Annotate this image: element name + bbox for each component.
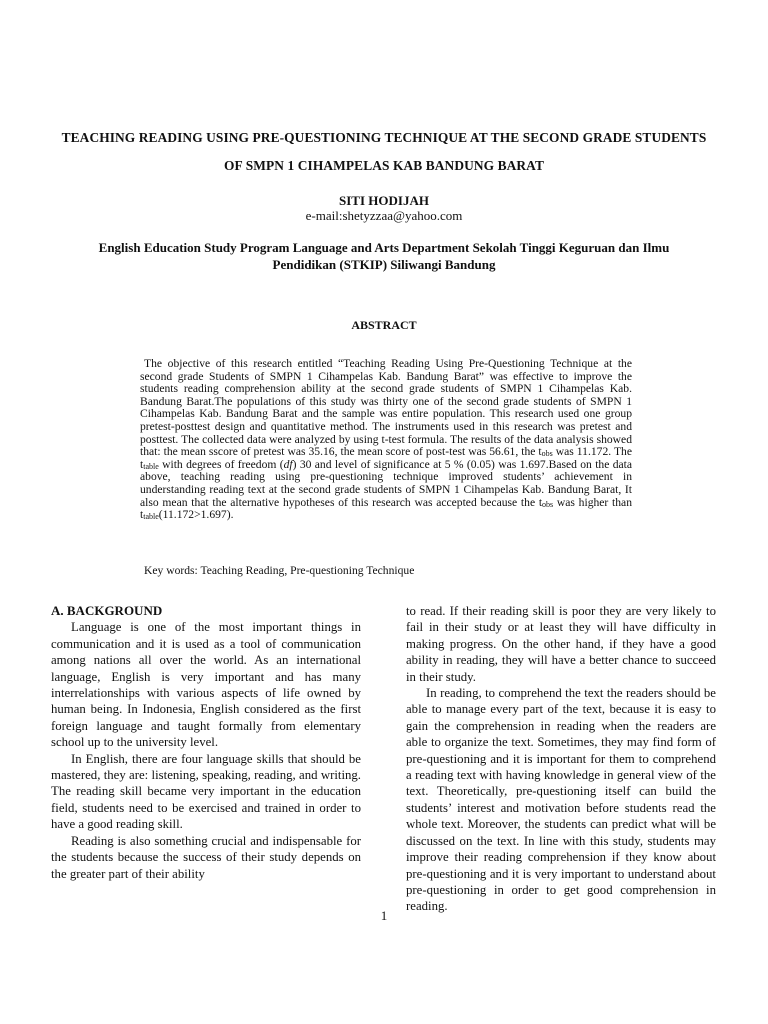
abstract-body xyxy=(140,358,632,522)
abstract-heading: ABSTRACT xyxy=(351,318,417,332)
subscript-table-2: table xyxy=(143,512,159,522)
paragraph: In English, there are four language skills that should be mastered, they are: listening, speaking, reading, and writing. The reading skill became very important in the education field, students need to be exercised and trained in order to have a good reading skill. xyxy=(51,751,361,832)
abstract-text-2: was 11.172. The t xyxy=(140,445,632,471)
abstract-df: df xyxy=(283,457,293,471)
paragraph: Reading is also something crucial and indispensable for the students because the success of their study depends on the greater part of their ability xyxy=(51,833,361,881)
paragraph: In reading, to comprehend the text the readers should be able to manage every part of the text, because it is easy to gain the comprehension in reading when the readers are able to organize the text. Sometimes, they may find form of pre-questioning and it is important for them to comprehend a reading text with having knowledge in general view of the text. Theoretically, pre-questioning itself can build the students’ interest and motivation before students read the whole text. Moreover, the students can predict what will be discussed on the text. In line with this study, students may improve their reading comprehension if they know about pre-questioning and it is very important to understand about pre-questioning in order to get good comprehension in reading. xyxy=(406,686,716,914)
paragraph: to read. If their reading skill is poor they are very likely to fail in their study or at least they will have difficulty in making progress. On the other hand, if they have a good ability in reading, they will have a better chance to succeed in their study. xyxy=(406,604,716,684)
author-email: e-mail:shetyzzaa@yahoo.com xyxy=(305,208,463,223)
subscript-obs-2: obs xyxy=(542,499,554,509)
left-column xyxy=(51,603,361,882)
abstract-text-6: (11.172>1.697). xyxy=(158,508,234,522)
keywords: Key words: Teaching Reading, Pre-questioning Technique xyxy=(144,564,415,577)
paragraph: Language is one of the most important things in communication and it is used as a tool of communication among nations all over the world. As an international language, English is very important and has many interrelationships with various aspects of life owned by human being. In Indonesia, English considered as the first foreign language and taught formally from elementary school up to the university level. xyxy=(51,620,361,750)
author-name: SITI HODIJAH xyxy=(339,193,429,208)
abstract-text-3: with degrees of freedom ( xyxy=(158,457,284,471)
page-number: 1 xyxy=(380,908,388,923)
abstract-text-1: The objective of this research entitled “Teaching Reading Using Pre-Questioning Technique at the second grade Students of SMPN 1 Cihampelas Kab. Bandung Barat” was effective to improve the students reading comprehension ability at the second grade students of SMPN 1 Cihampelas Kab. Bandung Barat.The populations of this study was thirty one of the second grade students of SMPN 1 Cihampelas Kab. Bandung Barat and the sample was entire population. This research used one group pretest-posttest design and quantitative method. The instruments used in this research was pretest and posttest. The collected data were analyzed by using t-test formula. The results of the data analysis showed that: the mean sscore of pretest was 35.16, the mean score of post-test was 56.61, the t xyxy=(140,357,632,459)
subscript-table: table xyxy=(143,461,159,471)
section-heading-background: A. BACKGROUND xyxy=(51,603,163,618)
abstract-text-5: was higher than t xyxy=(140,495,632,522)
abstract-text-4: ) 30 and level of significance at 5 % (0.05) was 1.697.Based on the data above, teaching reading using pre-questioning technique improved students’ achievement in understanding reading text at the second grade students of SMPN 1 Cihampelas Kab. Bandung Barat, It also mean that the alternative hypotheses of this research was accepted because the t xyxy=(140,457,632,509)
paper-title: TEACHING READING USING PRE-QUESTIONING TECHNIQUE AT THE SECOND GRADE STUDENTS OF SMPN 1 CIHAMPELAS KAB BANDUNG BARAT xyxy=(61,130,707,173)
right-column xyxy=(406,603,716,915)
author-affiliation: English Education Study Program Language and Arts Department Sekolah Tinggi Keguruan dan Ilmu Pendidikan (STKIP) Siliwangi Bandung xyxy=(98,240,670,272)
subscript-obs: obs xyxy=(541,449,553,459)
